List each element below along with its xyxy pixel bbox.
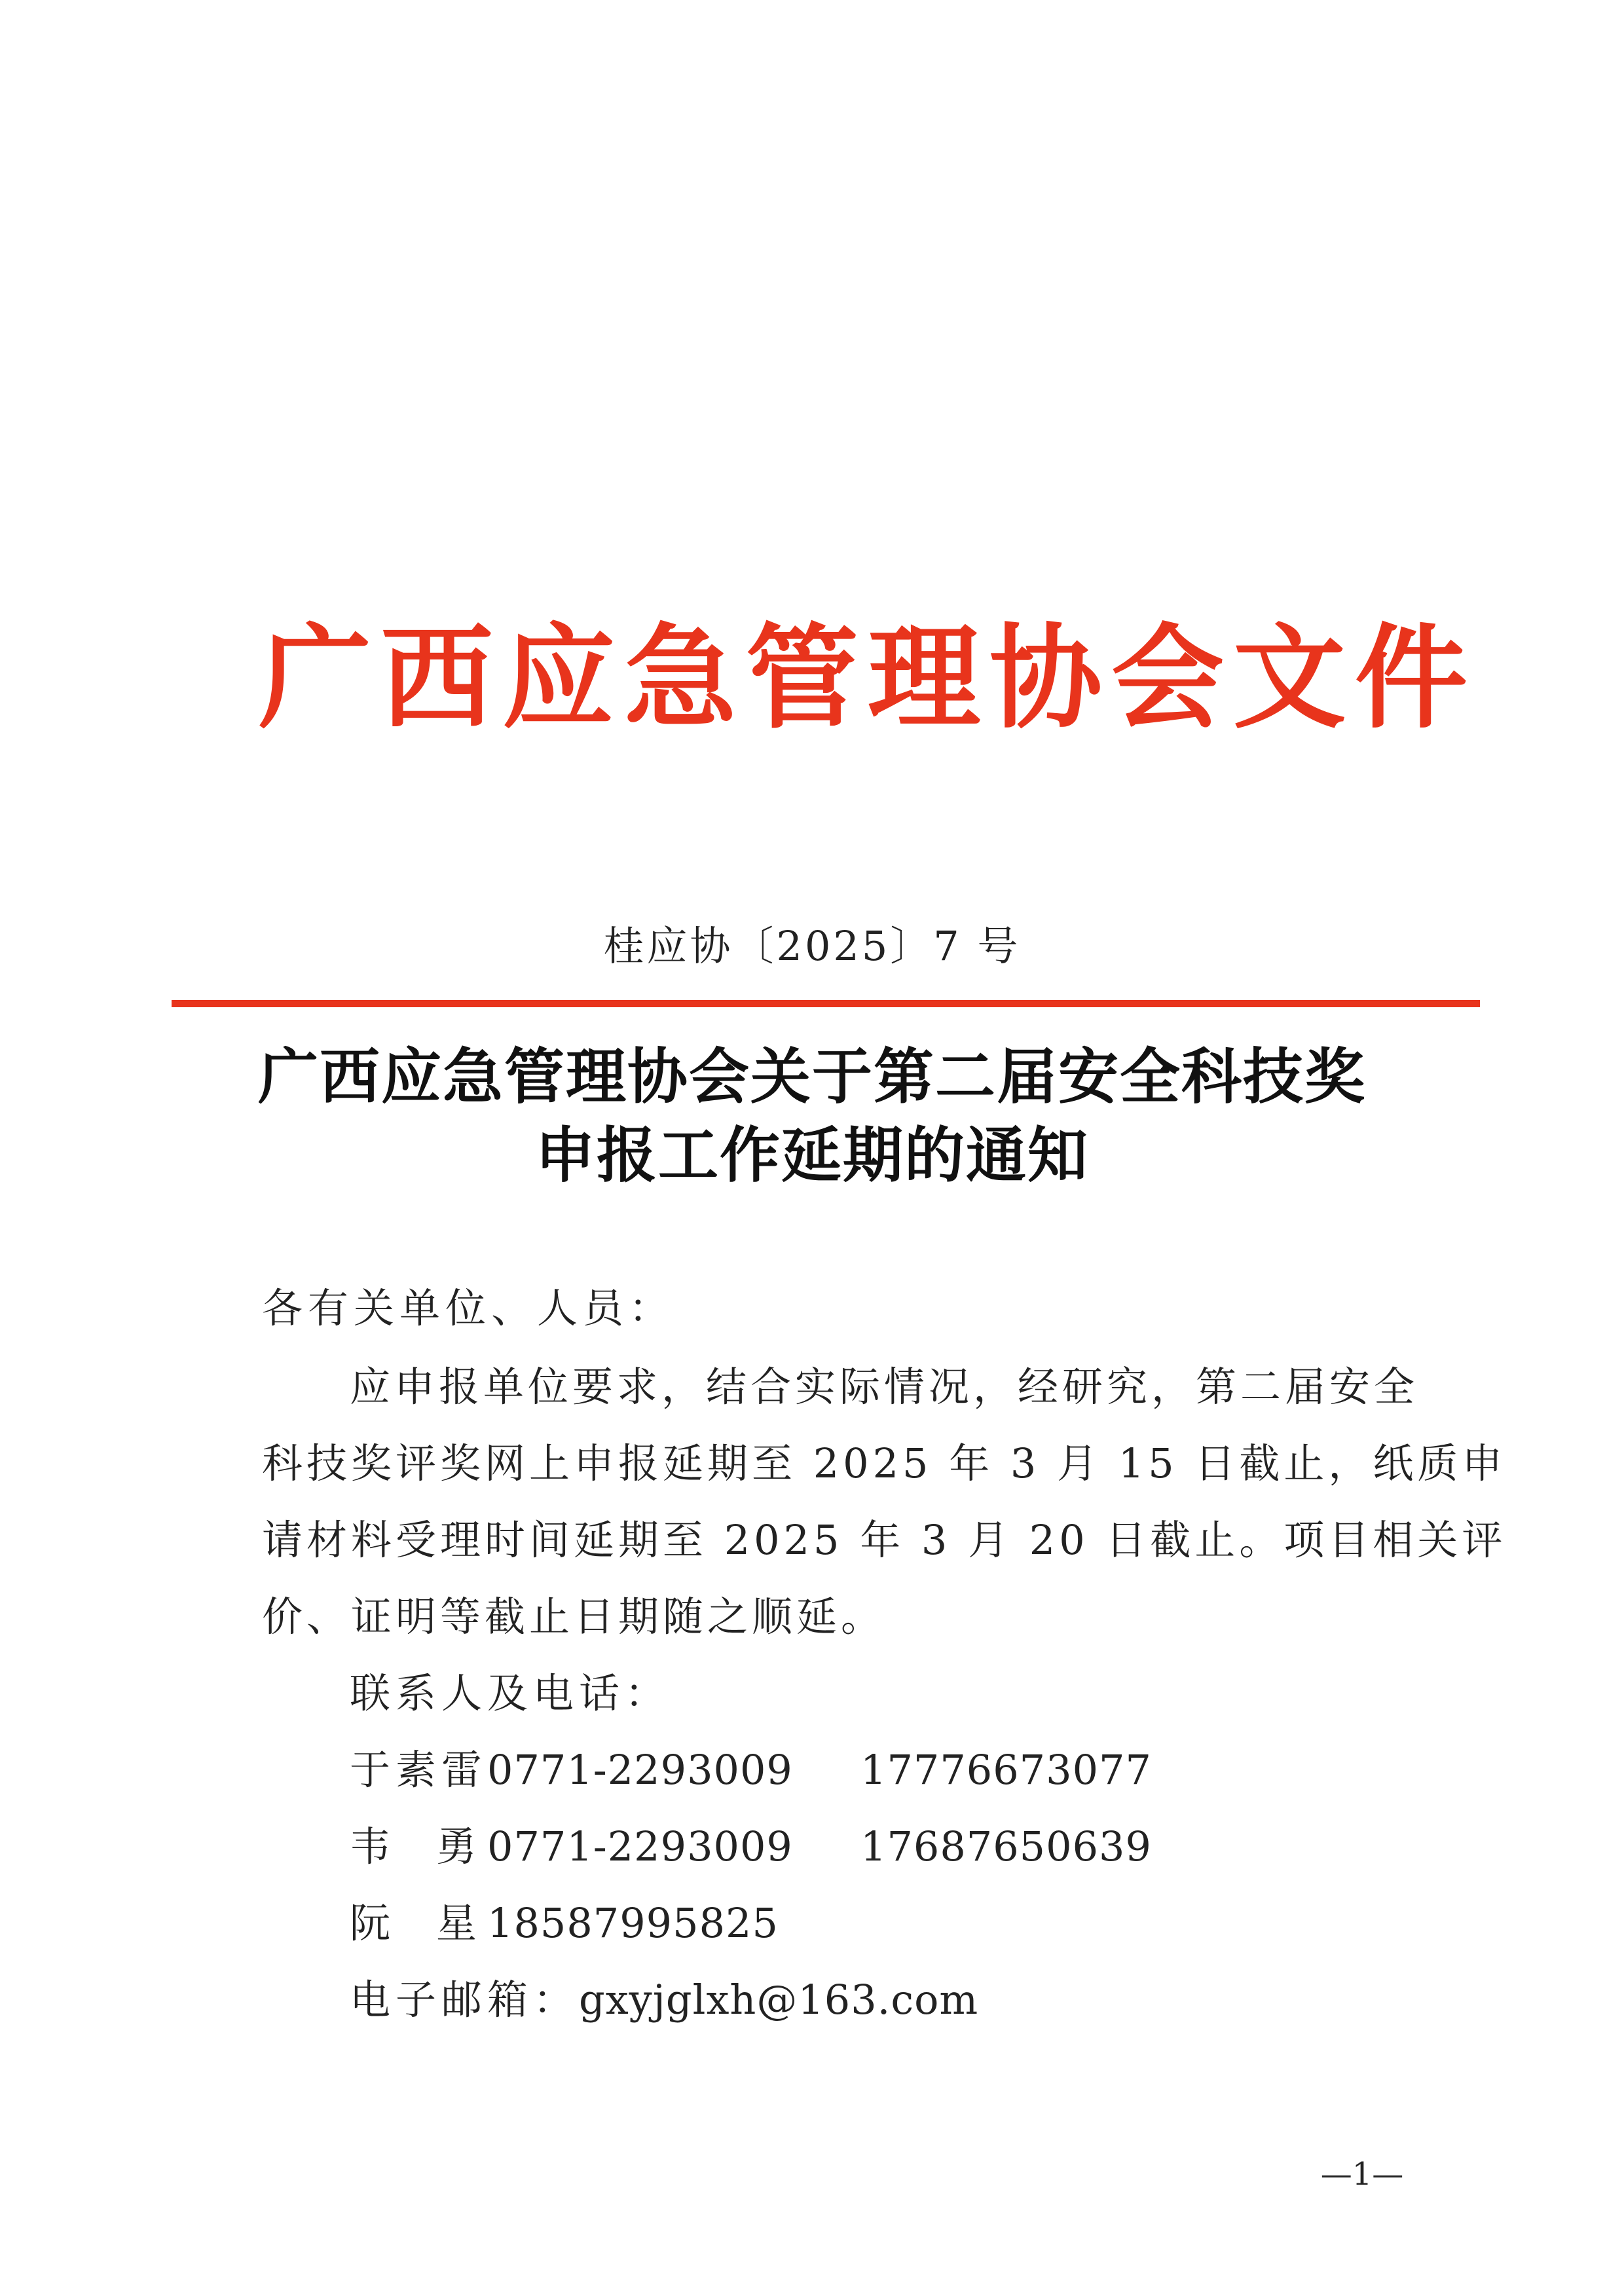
document-number: 桂应协〔2025〕7 号 — [603, 922, 1021, 970]
email-address: gxyjglxh@163.com — [579, 1976, 979, 2024]
paragraph-line: 价、证明等截止日期随之顺延。 — [262, 1593, 886, 1640]
salutation: 各有关单位、人员： — [262, 1284, 675, 1332]
contact-phone-office: 0771-2293009 — [487, 1746, 793, 1794]
page-number: —1— — [1320, 2156, 1404, 2193]
contact-phone-mobile: 18587995825 — [487, 1899, 779, 1947]
paragraph-line: 请材料受理时间延期至 2025 年 3 月 20 日截止。项目相关评 — [262, 1516, 1507, 1564]
paragraph-line: 应申报单位要求，结合实际情况，经研究，第二届安全 — [350, 1363, 1419, 1411]
notice-title-line-2: 申报工作延期的通知 — [534, 1120, 1089, 1191]
contact-phone-office: 0771-2293009 — [487, 1823, 793, 1870]
contact-name: 阮星 — [350, 1899, 523, 1947]
contact-heading: 联系人及电话： — [350, 1669, 671, 1717]
contact-phone-mobile: 17687650639 — [860, 1823, 1152, 1870]
paragraph-line: 科技奖评奖网上申报延期至 2025 年 3 月 15 日截止，纸质申 — [262, 1439, 1507, 1487]
contact-name: 韦勇 — [350, 1823, 523, 1870]
email-row — [350, 1974, 978, 2026]
red-divider-line — [172, 1000, 1480, 1007]
notice-title-line-1: 广西应急管理协会关于第二届安全科技奖 — [257, 1042, 1366, 1112]
contact-name: 于素雷 — [350, 1746, 488, 1794]
org-document-header: 广西应急管理协会文件 — [259, 611, 1477, 744]
contact-phone-mobile: 17776673077 — [860, 1746, 1152, 1794]
email-label: 电子邮箱： — [350, 1976, 580, 2024]
